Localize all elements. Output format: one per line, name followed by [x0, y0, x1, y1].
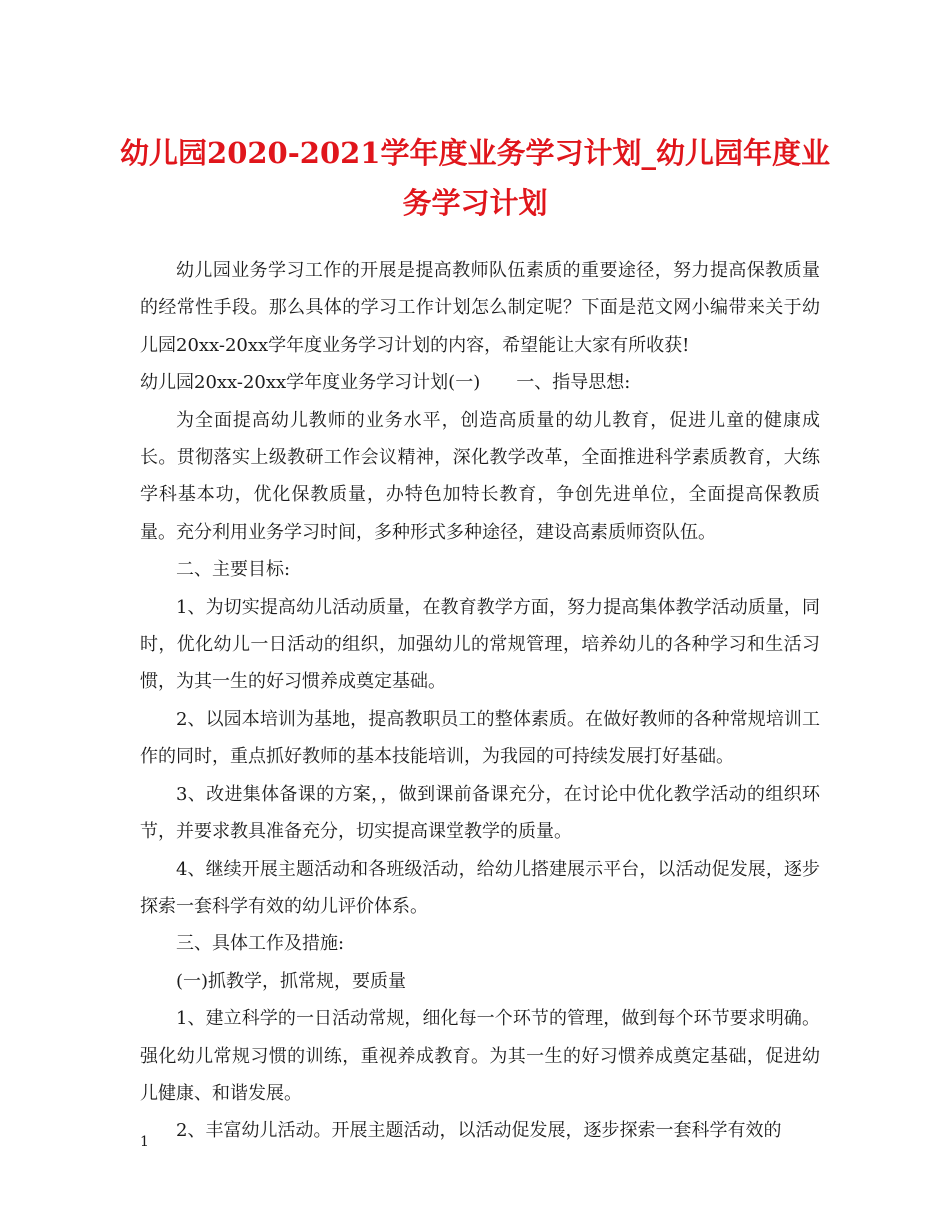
subsection1-heading: (一)抓教学，抓常规，要质量 — [176, 970, 407, 992]
intro-paragraph: 幼儿园业务学习工作的开展是提高教师队伍素质的重要途径，努力提高保教质量的经常性手段。那么具体的学习工作计划怎么制定呢？下面是范文网小编带来关于幼儿园20xx-20xx学年度业务学习计划的内容，希望能让大家有所收获! — [140, 260, 820, 356]
plan-heading-line — [140, 364, 820, 401]
section3-heading: 三、具体工作及措施: — [176, 933, 345, 955]
goal-item: 2、以园本培训为基地，提高教职员工的整体素质。在做好教师的各种常规培训工作的同时，重点抓好教师的基本技能培训，为我园的可持续发展打好基础。 — [140, 708, 820, 768]
page-number: 1 — [140, 1134, 149, 1150]
measure-item: 1、建立科学的一日活动常规，细化每一个环节的管理，做到每个环节要求明确。强化幼儿常规习惯的训练，重视养成教育。为其一生的好习惯养成奠定基础，促进幼儿健康、和谐发展。 — [140, 1008, 820, 1104]
section1-heading: 一、指导思想: — [516, 372, 631, 394]
section2-heading: 二、主要目标: — [176, 559, 291, 581]
goal-item: 4、继续开展主题活动和各班级活动，给幼儿搭建展示平台，以活动促发展，逐步探索一套科学有效的幼儿评价体系。 — [140, 858, 820, 917]
document-body — [140, 252, 820, 1150]
measure-item: 2、丰富幼儿活动。开展主题活动，以活动促发展，逐步探索一套科学有效的 — [176, 1120, 782, 1142]
plan-heading: 幼儿园20xx-20xx学年度业务学习计划(一) — [140, 372, 481, 394]
section1-paragraph: 为全面提高幼儿教师的业务水平，创造高质量的幼儿教育，促进儿童的健康成长。贯彻落实上级教研工作会议精神，深化教学改革，全面推进科学素质教育，大练学科基本功，优化保教质量，办特色加特长教育，争创先进单位，全面提高保教质量。充分利用业务学习时间，多种形式多种途径，建设高素质师资队伍。 — [140, 409, 820, 543]
goal-item: 1、为切实提高幼儿活动质量，在教育教学方面，努力提高集体教学活动质量，同时，优化幼儿一日活动的组织，加强幼儿的常规管理，培养幼儿的各种学习和生活习惯，为其一生的好习惯养成奠定基础。 — [140, 596, 820, 693]
goal-item: 3、改进集体备课的方案，，做到课前备课充分，在讨论中优化教学活动的组织环节，并要求教具准备充分，切实提高课堂教学的质量。 — [140, 783, 820, 843]
document-title: 幼儿园2020-2021学年度业务学习计划_幼儿园年度业务学习计划 — [120, 136, 830, 220]
